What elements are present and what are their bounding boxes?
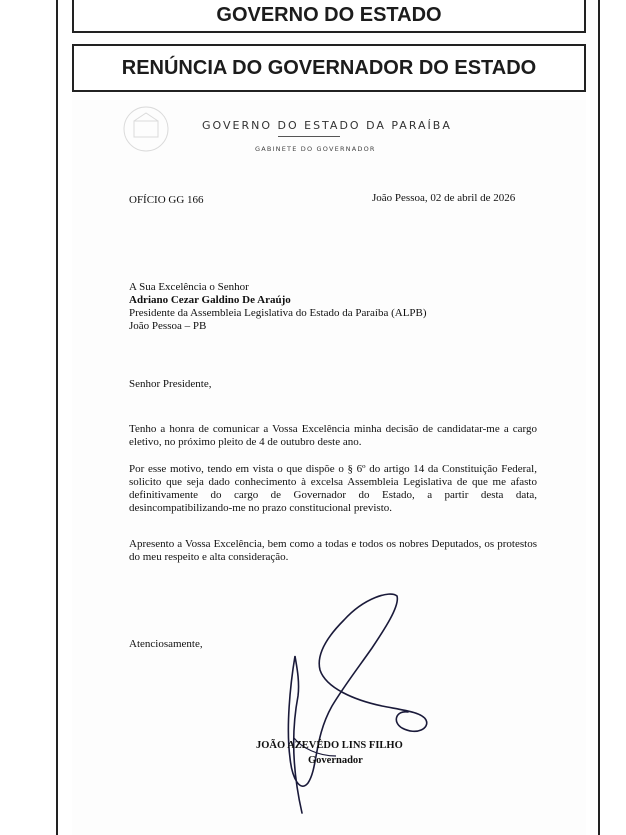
signatory-name: JOÃO AZEVÊDO LINS FILHO (256, 740, 403, 751)
paragraph-2: Por esse motivo, tendo em vista o que dispõe o § 6º do artigo 14 da Constituição Federal, solicito que seja dado conhecimento à excelsa Assembleia Legislativa de que me afasto definitivamente do cargo de Governador do Estado, a partir desta data, desincompatibilizando-me no prazo constitucional previsto. (129, 463, 537, 514)
state-seal-icon (120, 103, 172, 155)
recipient-location: João Pessoa – PB (129, 320, 207, 332)
top-banner-text: GOVERNO DO ESTADO (216, 3, 442, 26)
signatory-title: Governador (308, 755, 363, 766)
letter-date: João Pessoa, 02 de abril de 2026 (372, 192, 516, 204)
subtitle-banner-text: RENÚNCIA DO GOVERNADOR DO ESTADO (121, 56, 537, 79)
top-banner (72, 0, 586, 33)
letterhead-subtitle: GABINETE DO GOVERNADOR (255, 145, 376, 153)
signature-icon (272, 588, 452, 828)
paragraph-3: Apresento a Vossa Excelência, bem como a todas e todos os nobres Deputados, os protestos do meu respeito e alta consideração. (129, 538, 537, 563)
reference-number: OFÍCIO GG 166 (129, 194, 204, 206)
closing: Atenciosamente, (129, 638, 203, 650)
letterhead-divider (278, 136, 340, 137)
recipient-role: Presidente da Assembleia Legislativa do Estado da Paraíba (ALPB) (129, 307, 427, 319)
letter-document (72, 93, 586, 835)
paragraph-1: Tenho a honra de comunicar a Vossa Excelência minha decisão de candidatar-me a cargo eletivo, no próximo pleito de 4 de outubro deste ano. (129, 423, 537, 448)
greeting: Senhor Presidente, (129, 378, 212, 390)
recipient-salutation: A Sua Excelência o Senhor (129, 281, 249, 293)
subtitle-banner (72, 44, 586, 92)
recipient-name: Adriano Cezar Galdino De Araújo (129, 294, 291, 306)
letterhead-title: GOVERNO DO ESTADO DA PARAÍBA (202, 119, 452, 132)
